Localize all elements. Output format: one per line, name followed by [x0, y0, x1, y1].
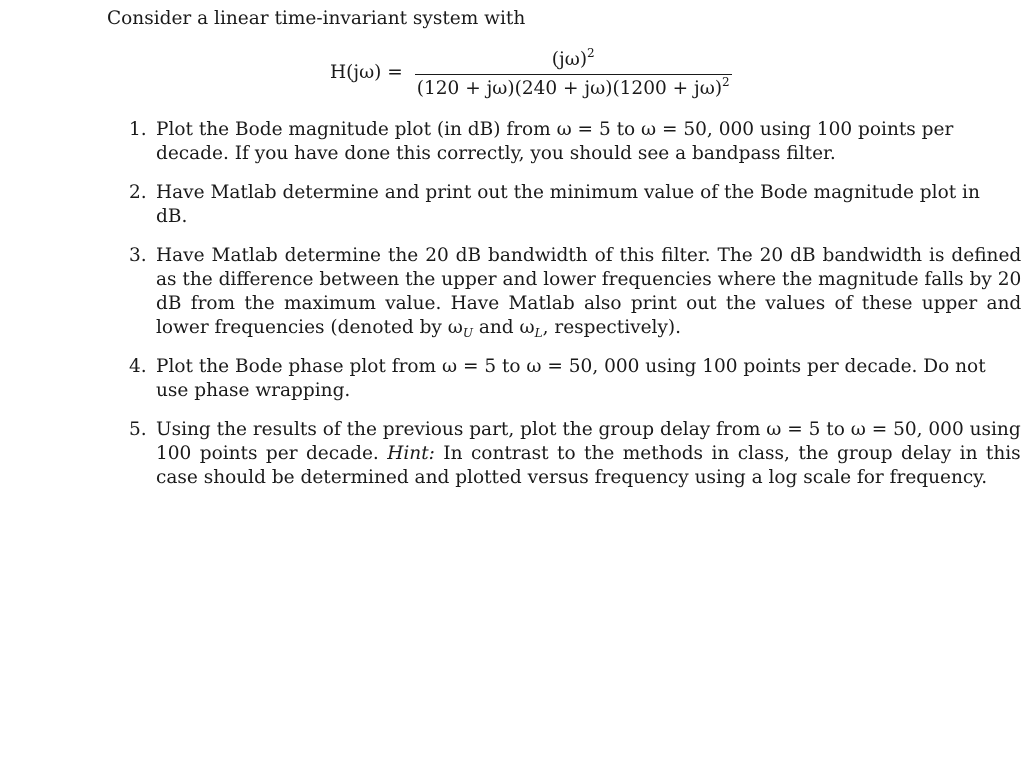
transfer-function-equation	[330, 45, 732, 100]
item-number: 3.	[129, 245, 147, 266]
equation-fraction	[415, 45, 732, 100]
item-text	[156, 118, 953, 166]
omega-u-subscript: U	[462, 326, 473, 340]
item-text	[156, 418, 1021, 490]
omega-l-subscript: L	[534, 326, 543, 340]
item-line	[156, 316, 1021, 340]
equation-denominator	[415, 74, 732, 100]
line-segment: lower frequencies (denoted by ω	[156, 317, 463, 338]
item-line: Plot the Bode magnitude plot (in dB) from ω = 5 to ω = 50, 000 using 100 points per	[156, 119, 954, 140]
item-line: decade. If you have done this correctly, you should see a bandpass filter.	[156, 143, 836, 164]
item-line: dB from the maximum value. Have Matlab also print out the values of these upper and	[156, 293, 1022, 314]
list-item	[129, 418, 1021, 490]
intro-text: Consider a linear time-invariant system with	[107, 8, 526, 29]
list-item	[129, 181, 980, 229]
line-segment: In contrast to the methods in class, the group delay in this	[434, 443, 1021, 464]
line-segment: 100 points per decade.	[156, 443, 388, 464]
hint-label: Hint:	[387, 443, 435, 464]
item-line	[156, 442, 1021, 466]
item-line: Have Matlab determine the 20 dB bandwidth of this filter. The 20 dB bandwidth is defined	[156, 245, 1022, 266]
list-item	[129, 118, 954, 166]
item-line: dB.	[156, 206, 188, 227]
item-text	[156, 244, 1021, 340]
line-segment: and ω	[472, 317, 535, 338]
denominator-exponent: 2	[722, 74, 730, 89]
task-list	[129, 118, 1022, 505]
item-line: Plot the Bode phase plot from ω = 5 to ω = 50, 000 using 100 points per decade. Do not	[156, 356, 986, 377]
item-number: 2.	[129, 182, 147, 203]
item-number: 5.	[129, 419, 147, 440]
item-line: Using the results of the previous part, plot the group delay from ω = 5 to ω = 50, 000 using	[156, 419, 1021, 440]
numerator-exponent: 2	[587, 45, 595, 60]
item-line: Have Matlab determine and print out the minimum value of the Bode magnitude plot in	[156, 182, 980, 203]
item-text	[156, 355, 986, 403]
item-line: case should be determined and plotted versus frequency using a log scale for frequency.	[156, 467, 988, 488]
item-line: as the difference between the upper and lower frequencies where the magnitude falls by 20	[156, 269, 1022, 290]
item-line: use phase wrapping.	[156, 380, 351, 401]
item-text	[156, 181, 980, 229]
item-number: 4.	[129, 356, 147, 377]
equation-numerator	[548, 45, 599, 74]
item-number: 1.	[129, 119, 147, 140]
equation-lhs: H(jω) =	[330, 61, 403, 83]
numerator-base: (jω)	[551, 48, 588, 70]
denominator-base: (120 + jω)(240 + jω)(1200 + jω)	[416, 77, 723, 99]
line-segment: , respectively).	[542, 317, 682, 338]
list-item	[129, 244, 1022, 340]
list-item	[129, 355, 986, 403]
